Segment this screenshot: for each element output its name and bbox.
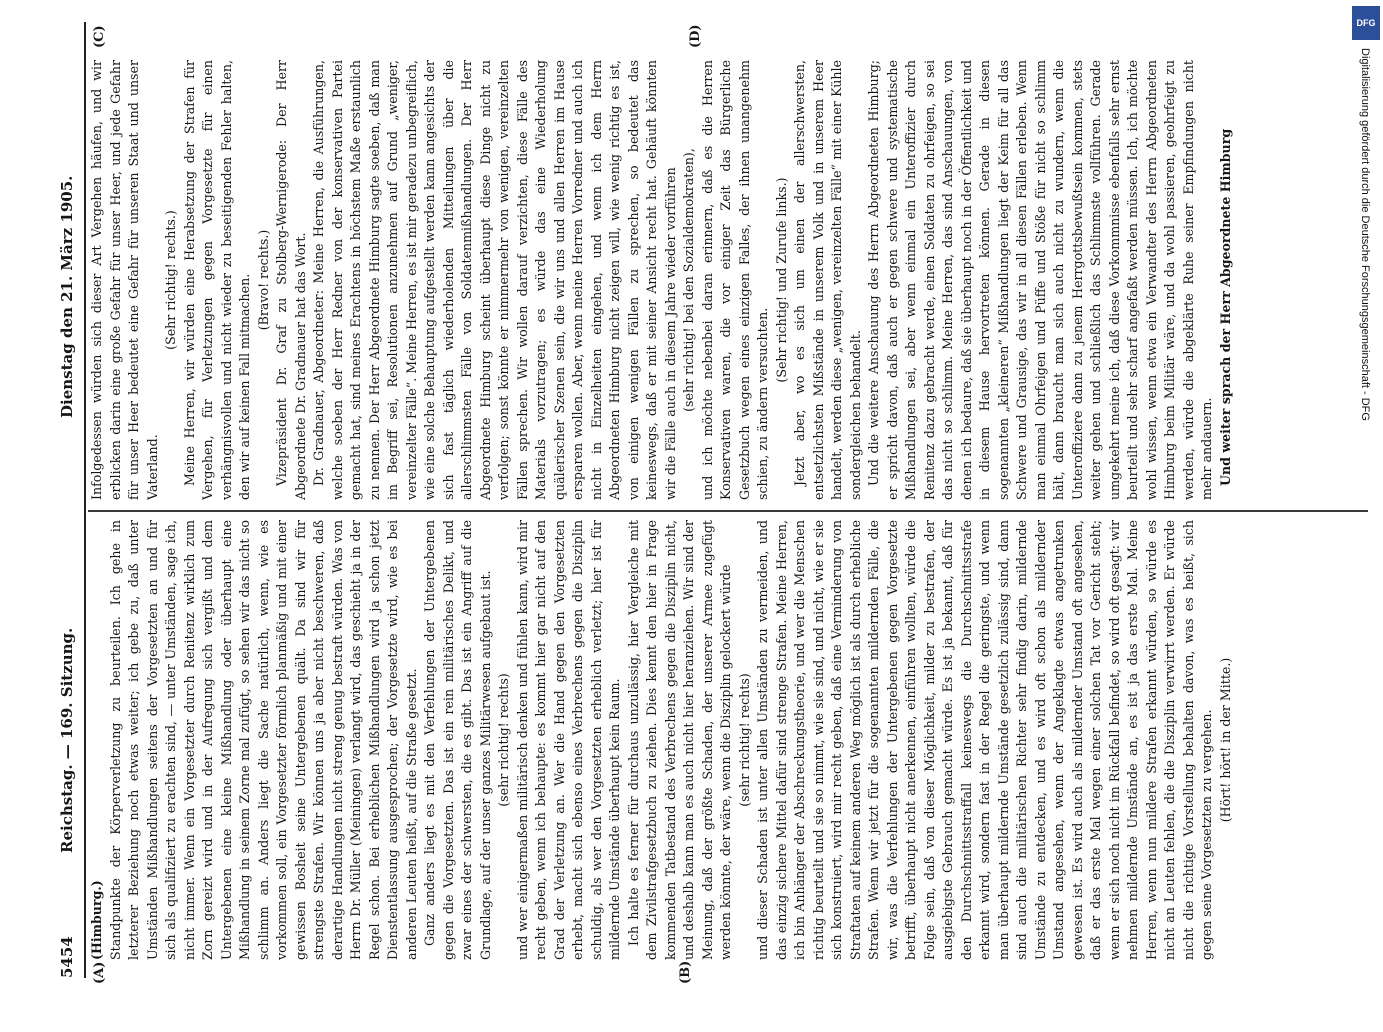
- page-header: [58, 22, 80, 978]
- paragraph: Ganz anders liegt es mit den Verfehlungen der Untergebenen gegen die Vorgesetzten. Das ist ein rein militärisches Delikt, und zwar eines der schwersten, die es gibt. Das ist ein Angriff auf die Grundlage, auf der unser ganzes Militärwesen aufgebaut ist.: [422, 520, 493, 960]
- interjection: (Bravo! rechts.): [255, 229, 271, 331]
- interjection: (sehr richtig! rechts): [736, 673, 752, 807]
- interjection: (Hört! hört! in der Mitte.): [1217, 657, 1233, 823]
- credit-text: Digitalisierung gefördert durch die Deutsche Forschungsgemeinschaft - DFG: [1359, 48, 1371, 421]
- header-rule: [84, 22, 86, 978]
- paragraph: Ich halte es ferner für durchaus unzulässig, hier Vergleiche mit dem Zivilstrafgesetzbuch zu ziehen. Dies kennt den hier in Frage kommenden Tatbestand des Verbrechens gegen die Disziplin nicht, und deshalb kann man es auch nicht hier heranziehen. Wir sind der Meinung, daß der größte Schaden, der unserer Armee zugefügt werden könnte, der wäre, wenn die Disziplin gelockert würde: [625, 520, 733, 960]
- right-column: [88, 60, 1368, 500]
- interjection: (sehr richtig! rechts): [496, 673, 511, 807]
- left-margin-marks: [88, 960, 1368, 984]
- paragraph: und wer einigermaßen militärisch denken und fühlen kann, wird mir recht geben, wenn ich behaupte: es kommt hier gar nicht auf den Grad der Verletzung an. Wer die Hand gegen den Vorgesetzten erhebt, macht sich ebenso eines Verbrechens gegen die Disziplin schuldig, als wer den Vorgesetzten erheblich verletzt; hier ist für mildernde Umstände überhaupt kein Raum.: [514, 520, 622, 960]
- credit-strip: [1349, 8, 1379, 992]
- paragraph: Infolgedessen würden sich dieser Art Vergehen häufen, und wir erblicken darin eine große Gefahr für unser Heer, und jede Gefahr für unser Heer bedeutet eine Gefahr für unseren Staat und unser Vaterland.: [89, 60, 160, 500]
- column-divider: [88, 510, 1368, 512]
- margin-mark-c: (C): [92, 25, 107, 48]
- paragraph: Und weiter sprach der Herr Abgeordnete Himburg: [1217, 128, 1233, 486]
- right-margin-marks: [88, 24, 1368, 48]
- header-right-title: Dienstag den 21. März 1905.: [58, 175, 76, 418]
- interjection: (Sehr richtig! rechts.): [163, 210, 178, 350]
- dfg-logo: DFG: [1352, 6, 1380, 40]
- paragraph: Vizepräsident Dr. Graf zu Stolberg-Wernigerode: Der Herr Abgeordnete Dr. Gradnauer hat das Wort.: [274, 60, 308, 500]
- header-left-title: Reichstag. — 169. Sitzung.: [58, 627, 76, 853]
- paragraph: Dr. Gradnauer, Abgeordneter: Meine Herren, die Ausführungen, welche soeben der Herr Redner von der konservativen Partei gemacht hat, sind meines Erachtens in höchstem Maße erstaunlich zu nennen. Der Herr Abgeordnete Himburg sagte soeben, daß man im Begriff sei, Resolutionen anzunehmen auf Grund „weniger, vereinzelter Fälle“. Meine Herren, es ist mir geradezu unbegreiflich, wie eine solche Behauptung aufgestellt werden kann angesichts der sich fast täglich wiederholenden Mitteilungen über die allerschlimmsten Fälle von Soldatenmißhandlungen. Der Herr Abgeordnete Himburg scheint überhaupt diese Dinge nicht zu verfolgen; sonst könnte er nimmermehr von wenigen, vereinzelten Fällen sprechen. Wir wollen darauf verzichten, diese Fälle des Materials vorzutragen; es würde das eine Wiederholung quälerischer Szenen sein, die wir uns und allen Herren im Hause ersparen wollen. Aber, wenn meine Herren Vorredner und auch ich nicht in Einzelheiten eingehen, und wenn ich dem Herrn Abgeordneten Himburg nicht zeigen will, wie wenig richtig es ist, von einigen wenigen Fällen zu sprechen, so bedeutet das keineswegs, daß er mit seiner Ansicht recht hat. Gehäuft könnten wir die Fälle auch in diesem Jahre wieder vorführen: [311, 60, 678, 500]
- interjection: (sehr richtig! bei den Sozialdemokraten),: [681, 148, 696, 412]
- paragraph: Standpunkte der Körperverletzung zu beurteilen. Ich gehe in letzterer Beziehung noch etwas weiter; ich gebe zu, daß unter Umständen Mißhandlungen seitens der Vorgesetzten an und für sich als qualifiziert zu erachten sind, — unter Umständen, sage ich, nicht immer. Wenn ein Vorgesetzter durch Renitenz wirklich zum Zorn gereizt wird und in der Aufregung sich vergißt und dem Untergebenen eine kleine Mißhandlung oder überhaupt eine Mißhandlung in seinem Zorne mal zufügt, so sehen wir das nicht so schlimm an. Anders liegt die Sache natürlich, wenn, wie es vorkommen soll, ein Vorgesetzter förmlich planmäßig und mit einer gewissen Bosheit seine Untergebenen quält. Da sind wir für strengste Strafen. Wir können uns ja aber nicht beschweren, daß derartige Handlungen nicht streng genug bestraft würden. Was von Herrn Dr. Müller (Meiningen) verlangt wird, das geschieht ja in der Regel schon. Bei erheblichen Mißhandlungen wird ja schon jetzt Dienstentlassung ausgesprochen; der Vorgesetzte wird, wie es bei anderen Leuten heißt, auf die Straße gesetzt.: [107, 520, 419, 960]
- paragraph: Und die weitere Anschauung des Herrn Abgeordneten Himburg; er spricht davon, daß auch er gegen schwere und systematische Mißhandlungen sei, aber wenn einmal ein Unteroffizier durch Renitenz dazu gebracht werde, einen Soldaten zu ohrfeigen, so sei das nicht so schlimm. Meine Herren, das sind Anschauungen, von denen ich bedaure, daß sie überhaupt noch in der Öffentlichkeit und in diesem Hause hervortreten können. Gerade in diesen sogenannten „kleineren“ Mißhandlungen liegt der Keim für all das Schwere und Grausige, das wir in all diesen Fällen erleben. Wenn man einmal Ohrfeigen und Püffe und Stöße für nicht so schlimm hält, dann braucht man sich auch nicht zu wundern, wenn die Unteroffiziere dann zu jenem Herrgottsbewußtsein kommen, stets weiter gehen und schließlich das Schlimmste vollführen. Gerade umgekehrt meine ich, daß diese Vorkommnisse ebenfalls sehr ernst beurteilt und sehr scharf angefaßt werden müssen. Ich, ich möchte wohl wissen, wenn etwa ein Verwandter des Herrn Abgeordneten Himburg beim Militär wäre, und da wohl passieren, geohrfeigt zu werden, würde die abgeklärte Ruhe seiner Empfindungen nicht mehr andauern.: [866, 60, 1214, 500]
- margin-mark-d: (D): [688, 24, 703, 48]
- paragraph: Jetzt aber, wo es sich um einen der allerschwersten, entsetzlichsten Mißstände in unserem Volk und in unserem Heer handelt, werden diese „wenigen, vereinzelten Fälle“ mit einer Kühle sondergleichen behandelt.: [792, 60, 863, 500]
- speaker-tag: (Himburg.): [89, 880, 104, 960]
- paragraph: und ich möchte nebenbei daran erinnern, daß es die Herren Konservativen waren, die vor einiger Zeit das Bürgerliche Gesetzbuch wegen eines einzigen Falles, der ihnen unangenehm schien, zu ändern versuchten.: [699, 60, 770, 500]
- paragraph: und dieser Schaden ist unter allen Umständen zu vermeiden, und das einzig sichere Mittel dafür sind strenge Strafen. Meine Herren, ich bin Anhänger der Abschreckungstheorie, und wer die Menschen richtig beurteilt und sie so nimmt, wie sie sind, und nicht, wie er sie sich konstruiert, wird mir recht geben, daß eine Verminderung von Straftaten auf keinem anderen Weg möglich ist als durch erhebliche Strafen. Wenn wir jetzt für die sogenannten mildernden Fälle, die wir, was die Verfehlungen der Untergebenen gegen Vorgesetzte betrifft, überhaupt nicht anerkennen, einführen wollten, würde die Folge sein, daß von dieser Möglichkeit, milder zu bestrafen, der ausgiebigste Gebrauch gemacht würde. Es ist ja bekannt, daß für den Durchschnittsstraffall keineswegs die Durchschnittsstrafe erkannt wird, sondern fast in der Regel die geringste, und wenn man überhaupt mildernde Umstände gesetzlich zulässig sind, dann sind auch die militärischen Richter sehr findig darin, mildernde Umstände zu entdecken, und es wird oft schon als mildernder Umstand angesehen, wenn der Angeklagte etwas angetrunken gewesen ist. Es wird auch als mildernder Umstand oft angesehen, daß er das erste Mal wegen einer solchen Tat vor Gericht steht; wenn er sich noch nicht im Rückfall befindet, so wird oft gesagt: wir nehmen mildernde Umstände an, es ist ja das erste Mal. Meine Herren, wenn nun mildere Strafen erkannt würden, so würde es nicht an Leuten fehlen, die die Disziplin verwirrt werden. Er würde nicht die richtige Vorstellung behalten davon, was es heißt, sich gegen seine Vorgesetzten zu vergehen.: [755, 520, 1214, 960]
- page-number: 5454: [58, 936, 76, 978]
- paragraph: Meine Herren, wir würden eine Herabsetzung der Strafen für Vergehen, für Verletzungen gegen Vorgesetzte für einen verhängnisvollen und nicht wieder zu beseitigenden Fehler halten, den wir auf keinen Fall mitmachen.: [181, 60, 252, 500]
- interjection: (Sehr richtig! und Zurufe links.): [773, 177, 789, 383]
- margin-mark-a: (A): [92, 961, 107, 984]
- margin-mark-b: (B): [678, 960, 693, 984]
- left-column: [88, 520, 1368, 960]
